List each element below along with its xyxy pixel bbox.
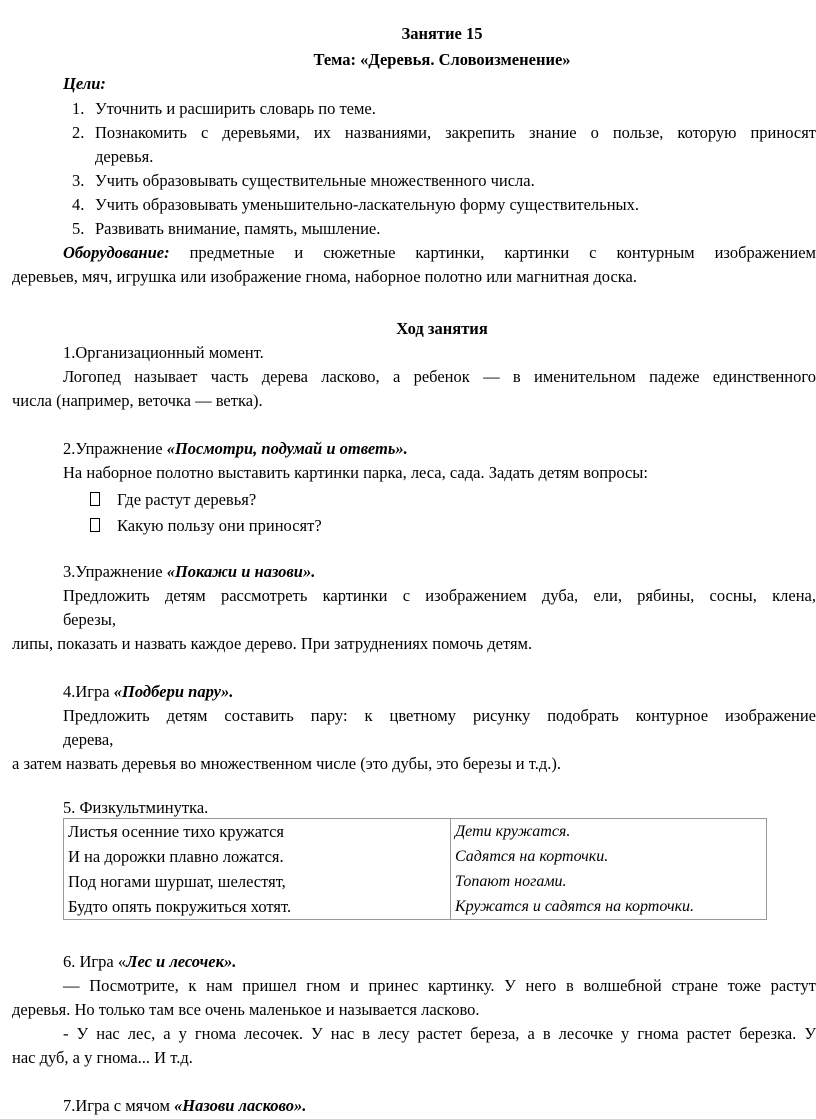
section-6-text: — Посмотрите, к нам пришел гном и принес картинку. У него в волшебной стране тоже растут (63, 976, 816, 995)
checkbox-icon (90, 518, 100, 532)
goal-number: 2. (72, 123, 85, 142)
action-cell: Дети кружатся. (455, 823, 571, 840)
section-3-prefix: 3.Упражнение (63, 562, 167, 581)
verse-cell: Под ногами шуршат, шелестят, (64, 869, 451, 894)
equipment-line (63, 241, 816, 265)
section-6-title (63, 950, 236, 974)
table-row (64, 819, 767, 845)
section-2-text: На наборное полотно выставить картинки парка, леса, сада. Задать детям вопросы: (63, 463, 648, 482)
goals-label: Цели: (63, 74, 106, 93)
section-6-prefix: 6. Игра « (63, 952, 127, 971)
action-cell: Садятся на корточки. (455, 848, 609, 865)
table-row (64, 894, 767, 920)
bullet-text: Где растут деревья? (117, 490, 257, 509)
section-4-text: Предложить детям составить пару: к цветному рисунку подобрать контурное изображение (63, 706, 816, 725)
section-1-text: Логопед называет часть дерева ласково, а ребенок — в именительном падеже единственного (63, 367, 816, 386)
bullet-text: Какую пользу они приносят? (117, 516, 322, 535)
section-4-text-continued: дерева, (63, 730, 114, 749)
goal-item (72, 121, 816, 145)
verse-cell: Листья осенние тихо кружатся (64, 819, 451, 845)
section-2-prefix: 2.Упражнение (63, 439, 167, 458)
section-6-text-continued: нас дуб, а у гнома... И т.д. (12, 1048, 193, 1067)
section-7-title (63, 1094, 306, 1118)
exercise-table (63, 818, 767, 920)
goal-item (72, 193, 816, 217)
equipment-text-continued: деревьев, мяч, игрушка или изображение гнома, наборное полотно или магнитная доска. (12, 267, 637, 286)
section-3-text-continued: липы, показать и назвать каждое дерево. При затруднениях помочь детям. (12, 634, 533, 653)
goal-text: Учить образовывать уменьшительно-ласкательную форму существительных. (95, 195, 639, 214)
section-2-title (63, 437, 408, 461)
table-row (64, 844, 767, 869)
goal-text: Развивать внимание, память, мышление. (95, 219, 381, 238)
checkbox-icon (90, 492, 100, 506)
goal-item (72, 169, 816, 193)
section-3-name: «Покажи и назови». (166, 562, 316, 581)
section-7-prefix: 7.Игра с мячом (63, 1096, 175, 1115)
section-1-text-continued: числа (например, веточка — ветка). (12, 391, 263, 410)
table-row (64, 869, 767, 894)
verse-cell: И на дорожки плавно ложатся. (64, 844, 451, 869)
bullet-item (90, 514, 322, 538)
section-6-name: Лес и лесочек». (126, 952, 237, 971)
bullet-item (90, 488, 256, 512)
section-4-text-continued: а затем назвать деревья во множественном числе (это дубы, это березы и т.д.). (12, 754, 561, 773)
goal-number: 5. (72, 219, 85, 238)
goal-text: Уточнить и расширить словарь по теме. (95, 99, 376, 118)
goal-text: деревья. (95, 147, 154, 166)
section-3-title (63, 560, 315, 584)
goal-text: Познакомить с деревьями, их названиями, закрепить знание о пользе, которую приносят (95, 123, 816, 142)
equipment-text: предметные и сюжетные картинки, картинки с контурным изображением (189, 243, 816, 262)
goal-item-continuation (72, 145, 816, 169)
section-4-name: «Подбери пару». (113, 682, 234, 701)
section-5-title: 5. Физкультминутка. (63, 798, 209, 817)
lesson-topic: Тема: «Деревья. Словоизменение» (313, 50, 571, 69)
section-3-text: Предложить детям рассмотреть картинки с изображением дуба, ели, рябины, сосны, клена, (63, 586, 816, 605)
equipment-label: Оборудование: (63, 243, 170, 262)
action-cell: Топают ногами. (455, 873, 567, 890)
course-heading: Ход занятия (396, 319, 488, 338)
section-1-title: 1.Организационный момент. (63, 343, 264, 362)
section-4-prefix: 4.Игра (63, 682, 114, 701)
verse-cell: Будто опять покружиться хотят. (64, 894, 451, 920)
section-2-name: «Посмотри, подумай и ответь». (166, 439, 408, 458)
goal-text: Учить образовывать существительные множественного числа. (95, 171, 535, 190)
action-cell: Кружатся и садятся на корточки. (455, 898, 695, 915)
section-7-name: «Назови ласково». (174, 1096, 307, 1115)
goal-item (72, 97, 816, 121)
lesson-number: Занятие 15 (401, 24, 483, 43)
goal-number: 3. (72, 171, 85, 190)
section-4-title (63, 680, 233, 704)
section-6-text-continued: деревья. Но только там все очень маленькое и называется ласково. (12, 1000, 480, 1019)
goal-number: 4. (72, 195, 85, 214)
goal-item (72, 217, 816, 241)
goal-number: 1. (72, 99, 85, 118)
section-6-text: - У нас лес, а у гнома лесочек. У нас в лесу растет береза, а в лесочке у гнома растет березка. У (63, 1024, 816, 1043)
section-3-text-continued: березы, (63, 610, 117, 629)
